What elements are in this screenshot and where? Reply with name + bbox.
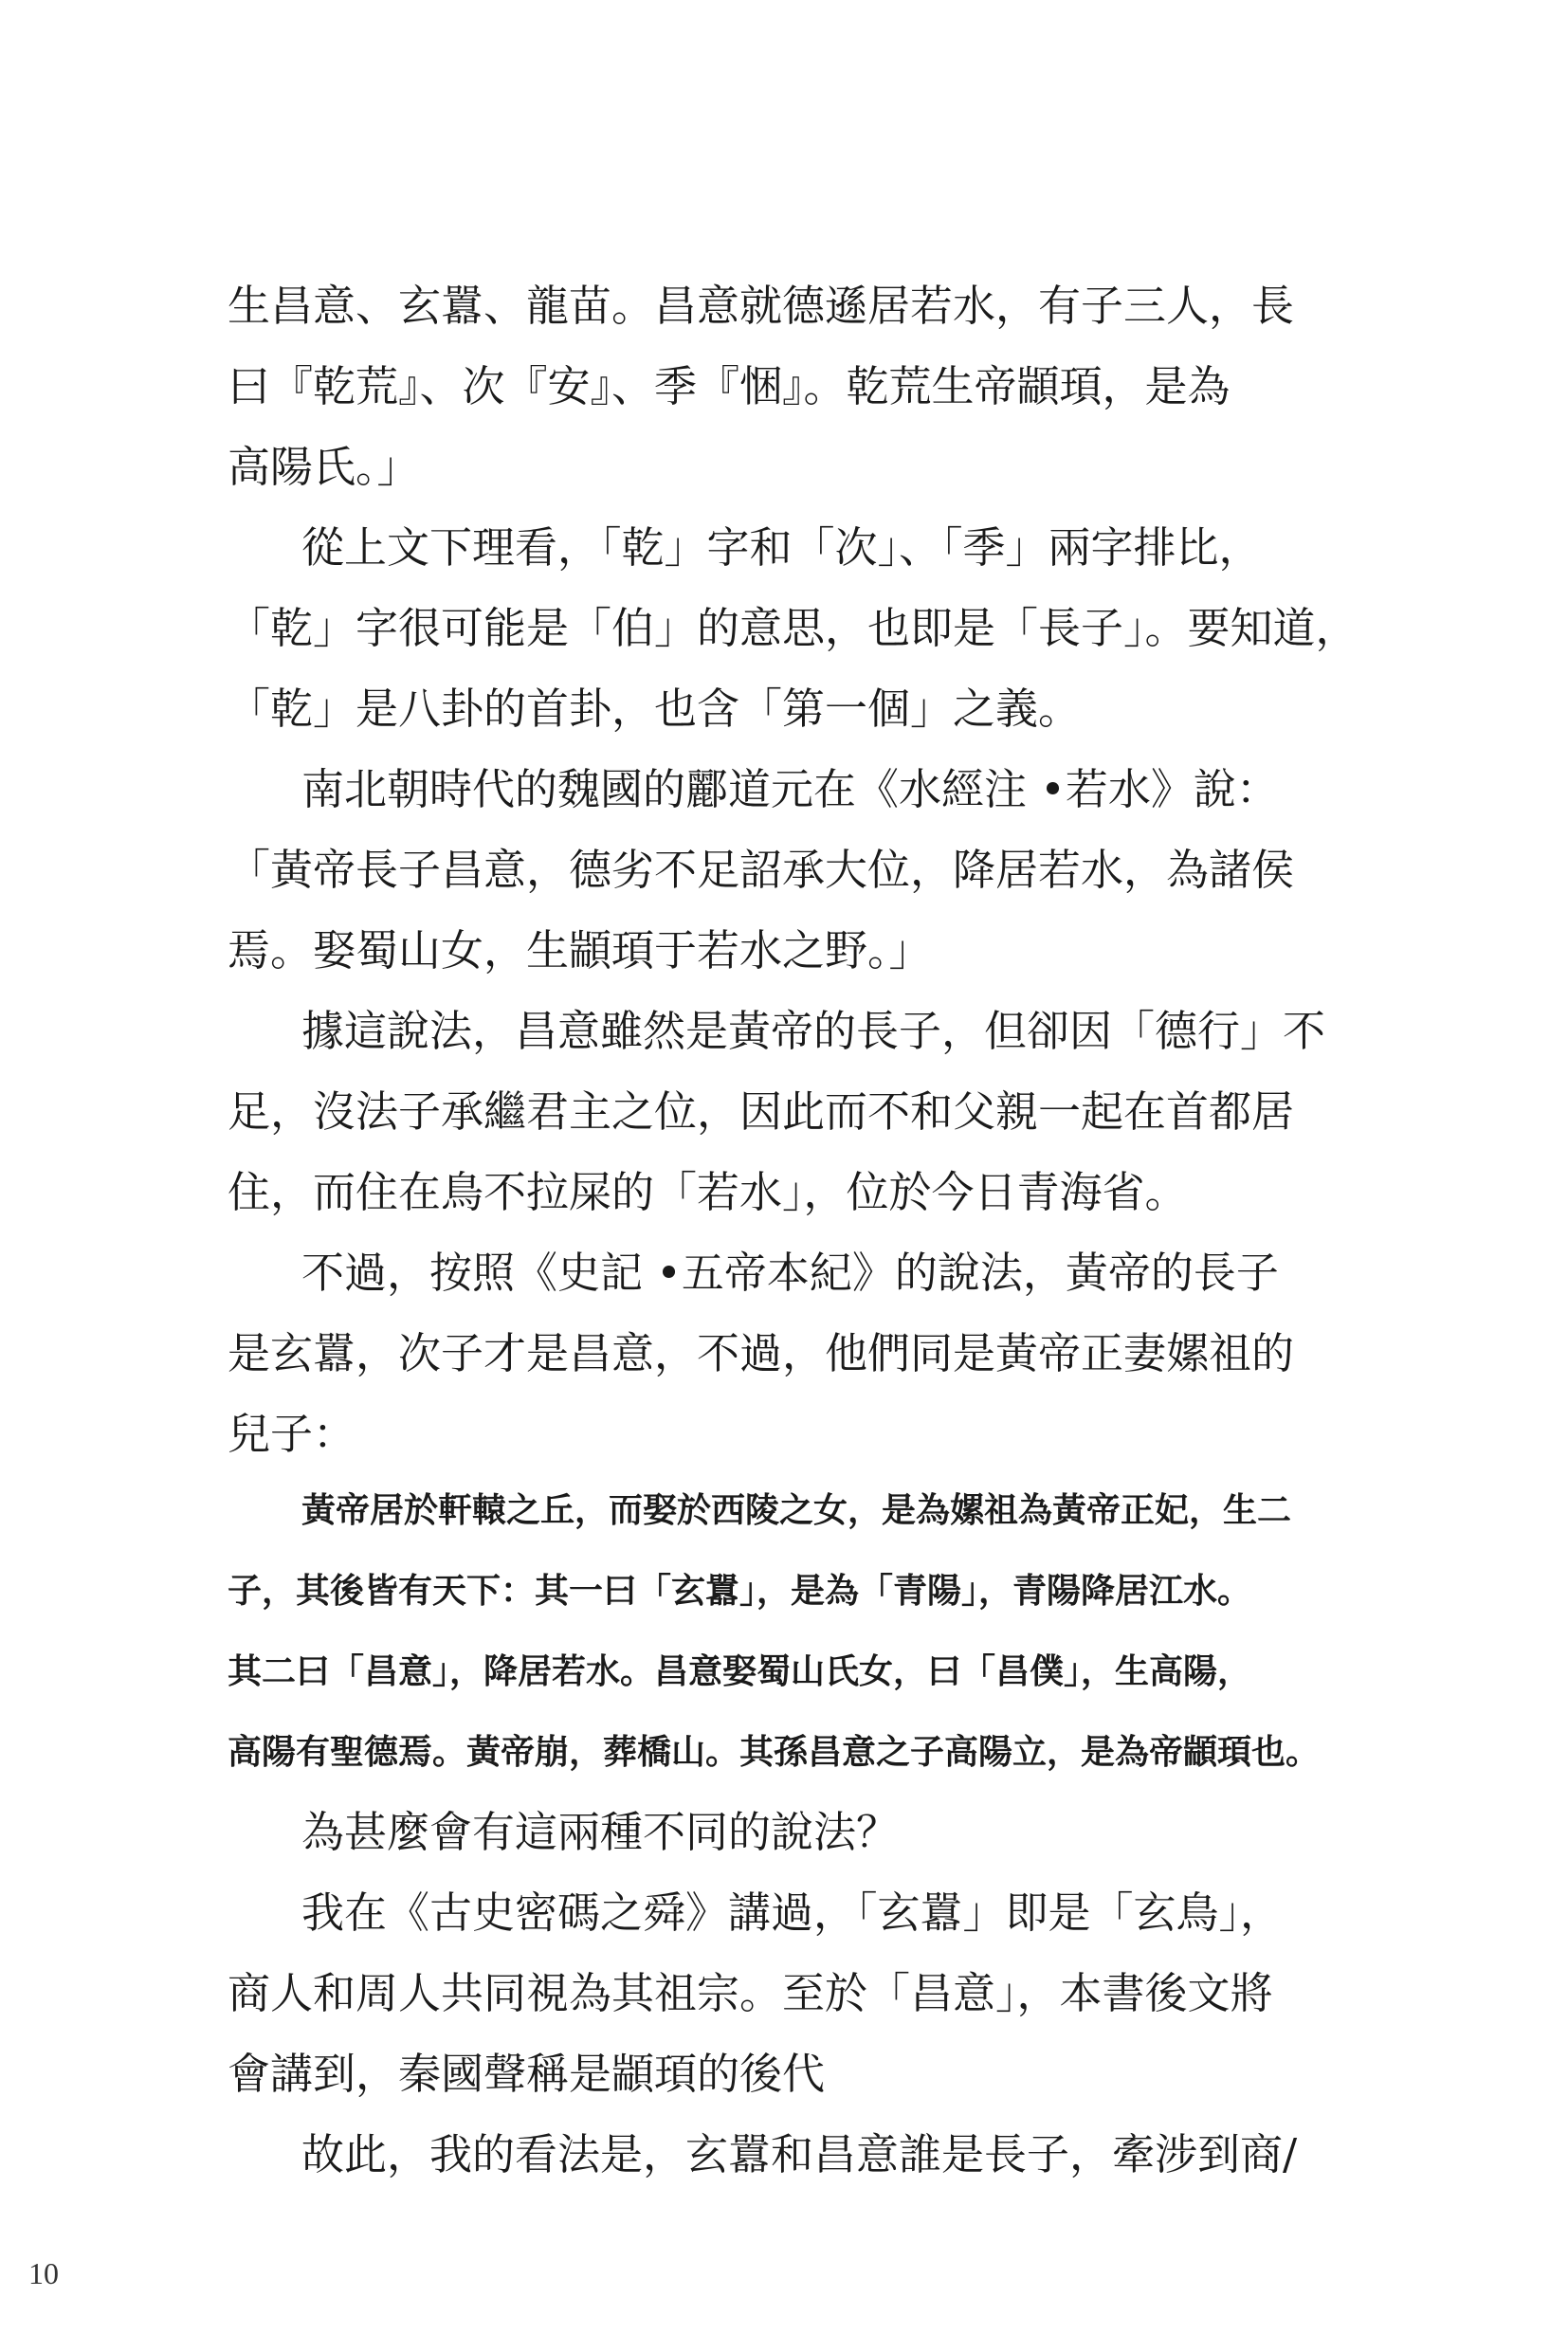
- body-line-15: 兒子：: [228, 1409, 356, 1459]
- quote-line-4: 高陽有聖德焉。黃帝崩，葬橋山。其孫昌意之子高陽立，是為帝顓頊也。: [228, 1732, 1321, 1772]
- quote-line-2: 子，其後皆有天下：其一曰「玄囂」，是為「青陽」，青陽降居江水。: [228, 1571, 1252, 1611]
- quote-line-3: 其二曰「昌意」，降居若水。昌意娶蜀山氏女，曰「昌僕」，生高陽，: [228, 1651, 1252, 1691]
- tail-line-4: 會講到，秦國聲稱是顓頊的後代: [228, 2049, 826, 2099]
- quote-line-1: 黃帝居於軒轅之丘，而娶於西陵之女，是為嫘祖為黃帝正妃，生二: [301, 1490, 1292, 1530]
- body-line-2: 曰『乾荒』、次『安』、季『悃』。乾荒生帝顓頊，是為: [228, 361, 1231, 411]
- body-line-14: 是玄囂，次子才是昌意，不過，他們同是黃帝正妻嫘祖的: [228, 1328, 1295, 1378]
- tail-line-2: 我在《古史密碼之舜》講過，「玄囂」即是「玄鳥」，: [301, 1887, 1284, 1938]
- body-line-12: 住，而住在鳥不拉屎的「若水」，位於今日青海省。: [228, 1167, 1188, 1217]
- body-line-4: 從上文下理看，「乾」字和「次」、「季」兩字排比，: [301, 522, 1262, 573]
- body-line-7: 南北朝時代的魏國的酈道元在《水經注 •若水》說：: [301, 764, 1279, 814]
- page-number: 10: [28, 2256, 59, 2290]
- body-line-5: 「乾」字很可能是「伯」的意思，也即是「長子」。要知道，: [228, 603, 1358, 653]
- tail-line-1: 為甚麼會有這兩種不同的說法？: [301, 1807, 900, 1857]
- tail-line-5: 故此，我的看法是，玄囂和昌意誰是長子，牽涉到商/: [301, 2129, 1298, 2179]
- body-line-13: 不過，按照《史記 •五帝本紀》的說法，黃帝的長子: [301, 1248, 1279, 1298]
- body-line-1: 生昌意、玄囂、龍苗。昌意就德遜居若水，有子三人，長: [228, 281, 1295, 331]
- body-line-6: 「乾」是八卦的首卦，也含「第一個」之義。: [228, 684, 1082, 734]
- body-line-9: 焉。娶蜀山女，生顓頊于若水之野。」: [228, 925, 932, 975]
- body-line-10: 據這說法，昌意雖然是黃帝的長子，但卻因「德行」不: [301, 1006, 1326, 1056]
- body-line-11: 足，沒法子承繼君主之位，因此而不和父親一起在首都居: [228, 1086, 1295, 1137]
- tail-line-3: 商人和周人共同視為其祖宗。至於「昌意」，本書後文將: [228, 1968, 1273, 2018]
- body-line-3: 高陽氏。」: [228, 442, 420, 492]
- body-line-8: 「黃帝長子昌意，德劣不足詔承大位，降居若水，為諸侯: [228, 845, 1295, 895]
